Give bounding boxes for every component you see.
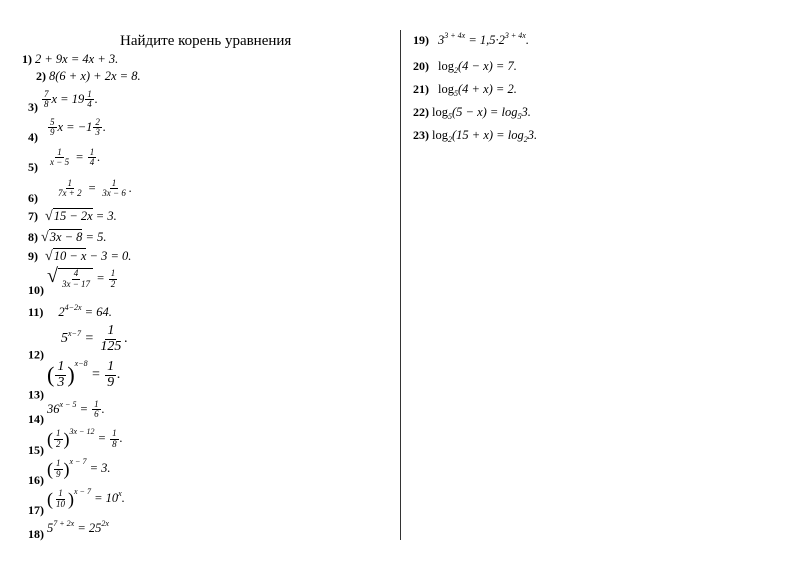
numerator: 5	[50, 117, 55, 127]
problem-16: 16) ( $\frac{1}{9}$ )$^{x - 7}$ = 3.	[28, 457, 111, 487]
log-base: 2	[453, 66, 458, 75]
log-base: 2	[523, 135, 528, 144]
problem-number: 14)	[28, 411, 44, 426]
log-base: 2	[447, 135, 452, 144]
denominator: 3x − 6	[102, 188, 126, 199]
problem-number: 16)	[28, 473, 44, 487]
numerator: 1	[94, 399, 99, 409]
equation-text: 3.	[521, 105, 531, 119]
equation-text: .	[525, 33, 529, 47]
column-divider	[400, 30, 401, 540]
problem-number: 11)	[28, 305, 44, 319]
problem-number: 9)	[28, 249, 38, 263]
exponent: x−8	[74, 359, 88, 369]
equation-text: (4 − x) = 7.	[457, 59, 517, 73]
problem-number: 1)	[22, 52, 32, 66]
equation-text: .	[119, 431, 123, 445]
equation-text: x = 19	[51, 91, 85, 106]
problem-number: 23)	[413, 128, 429, 142]
base: 10	[105, 491, 119, 505]
equation-text: .	[117, 367, 121, 383]
numerator: 1	[58, 488, 63, 499]
numerator: 2	[95, 117, 100, 127]
denominator: 2	[110, 278, 116, 289]
equation-text: .	[102, 119, 107, 134]
problem-number: 21)	[413, 82, 429, 96]
problem-21	[413, 83, 517, 98]
problem-13: 13) ( $\frac{1}{3}$ )$^{x-8}$ = $\frac{1}{9}$ .	[28, 359, 121, 402]
equation-text: .	[97, 149, 101, 164]
problem-number: 17)	[28, 503, 44, 517]
problem-2	[36, 70, 141, 83]
equation-text: .	[94, 91, 98, 106]
exponent: 3x − 12	[69, 427, 95, 436]
equation-text: (4 + x) = 2.	[457, 82, 517, 96]
numerator: 1	[89, 147, 95, 157]
equation: 2 + 9x = 4x + 3.	[35, 52, 119, 66]
problem-3	[28, 90, 98, 113]
equation-text: x = −1	[57, 119, 93, 134]
problem-10: 10) √ $\frac{4}{3x - 17}$ = $\frac{1}{2}$	[28, 265, 116, 297]
denominator: x − 5	[50, 157, 70, 168]
equation-text: = 3.	[86, 461, 111, 475]
problem-12: 12) $5^{x-7}$ = $\frac{1}{125}$ .	[28, 323, 128, 362]
numerator: 1	[57, 359, 65, 374]
log-function: log	[438, 82, 454, 96]
base: 2	[58, 305, 65, 319]
problem-8: 8) √3x − 8 = 5.	[28, 230, 107, 245]
exponent: 4−2x	[64, 303, 82, 312]
problem-4	[28, 118, 106, 143]
problem-number: 5)	[28, 159, 38, 174]
problem-number: 6)	[28, 190, 38, 205]
problem-number: 20)	[413, 59, 429, 73]
problem-number: 19)	[413, 33, 429, 47]
equation: 8(6 + x) + 2x = 8.	[49, 69, 141, 83]
equation-text: = 3.	[92, 209, 117, 223]
exponent: 2x	[101, 519, 109, 528]
problem-number: 7)	[28, 209, 38, 223]
log-function: log	[432, 105, 448, 119]
log-base: 5	[447, 112, 452, 121]
equation-text: .	[128, 180, 132, 195]
log-base: 5	[453, 89, 458, 98]
problem-number: 3)	[28, 99, 38, 114]
denominator: 9	[50, 127, 55, 138]
exponent: 7 + 2x	[53, 519, 75, 528]
problem-number: 12)	[28, 347, 44, 362]
equation-text: (15 + x) = log	[451, 128, 524, 142]
numerator: 4	[73, 268, 79, 279]
equation-text: = 5.	[82, 230, 107, 244]
numerator: 1	[56, 458, 61, 469]
numerator: 1	[107, 323, 115, 338]
problem-number: 15)	[28, 443, 44, 457]
radicand: 3x − 8	[49, 230, 83, 244]
equation-text: .	[124, 331, 128, 347]
equation-text: − 3 = 0.	[86, 249, 132, 263]
equation-text: .	[101, 401, 105, 416]
log-function: log	[432, 128, 448, 142]
equation-text: = 1,5·2	[465, 33, 505, 47]
problem-19	[413, 32, 529, 47]
denominator: 10	[56, 498, 65, 509]
problem-22	[413, 106, 531, 121]
problem-6: 6) $\frac{1}{7x + 2}$ = $\frac{1}{3x - 6}$ .	[28, 178, 132, 205]
exponent: x−7	[68, 329, 81, 339]
numerator: 1	[112, 428, 117, 439]
numerator: 1	[87, 89, 92, 99]
problem-number: 2)	[36, 69, 46, 83]
problem-number: 8)	[28, 230, 38, 244]
base: 5	[47, 521, 54, 535]
problem-1	[22, 53, 118, 66]
problem-number: 10)	[28, 283, 44, 297]
problem-7: 7) √15 − 2x = 3.	[28, 209, 117, 224]
denominator: 6	[94, 409, 99, 420]
denominator: 8	[112, 438, 117, 449]
denominator: 3	[57, 374, 65, 390]
exponent: x	[118, 489, 122, 498]
exponent: x − 5	[59, 399, 77, 409]
problem-18: 18) $5^{7 + 2x} = 25^{2x}$	[28, 519, 109, 541]
problem-14: 14) $36^{x - 5}$ = $\frac{1}{6}$ .	[28, 399, 105, 426]
denominator: 4	[87, 99, 92, 110]
problem-20	[413, 60, 517, 75]
radicand: 10 − x	[53, 249, 87, 263]
equation-text: .	[121, 491, 125, 505]
denominator: 2	[56, 438, 61, 449]
problem-17: 17) ( $\frac{1}{10}$ )$^{x - 7} = 10^x$.	[28, 487, 125, 517]
numerator: 1	[56, 428, 61, 439]
exponent: x − 7	[69, 457, 87, 466]
equation-text: = 64.	[81, 305, 112, 319]
numerator: 1	[111, 178, 117, 188]
denominator: 9	[107, 374, 115, 390]
exponent: 3 + 4x	[444, 31, 466, 40]
equation-text: 3.	[527, 128, 538, 142]
base: 25	[88, 521, 102, 535]
problem-number: 13)	[28, 387, 44, 402]
problem-number: 22)	[413, 105, 429, 119]
exponent: 3 + 4x	[504, 31, 526, 40]
page-title: Найдите корень уравнения	[120, 33, 292, 49]
log-function: log	[438, 59, 454, 73]
base: 5	[61, 331, 68, 347]
denominator: 9	[56, 468, 61, 479]
base: 36	[47, 401, 60, 416]
denominator: 3	[95, 127, 100, 138]
numerator: 1	[67, 178, 73, 188]
denominator: 125	[100, 338, 122, 354]
numerator: 1	[57, 147, 62, 157]
problem-15: 15) ( $\frac{1}{2}$ )$^{3x - 12}$ = $\frac{1}{8}$ .	[28, 427, 123, 457]
numerator: 1	[110, 268, 116, 279]
denominator: 4	[89, 157, 95, 168]
denominator: 8	[44, 99, 49, 110]
radicand: 15 − 2x	[53, 209, 93, 223]
problem-number: 18)	[28, 527, 44, 541]
problem-23	[413, 129, 537, 144]
problem-11	[28, 304, 112, 319]
base: 3	[438, 33, 445, 47]
problem-number: 4)	[28, 129, 38, 144]
problem-5: 5) $\frac{1}{x - 5}$ = $\frac{1}{4}$ .	[28, 147, 101, 174]
denominator: 3x − 17	[61, 278, 91, 289]
denominator: 7x + 2	[58, 188, 82, 199]
problem-9: 9) √10 − x − 3 = 0.	[28, 249, 132, 264]
exponent: x − 7	[74, 487, 91, 496]
numerator: 7	[44, 89, 49, 99]
equation-text: (5 − x) = log	[451, 105, 518, 119]
numerator: 1	[107, 359, 115, 374]
log-base: 5	[517, 112, 522, 121]
